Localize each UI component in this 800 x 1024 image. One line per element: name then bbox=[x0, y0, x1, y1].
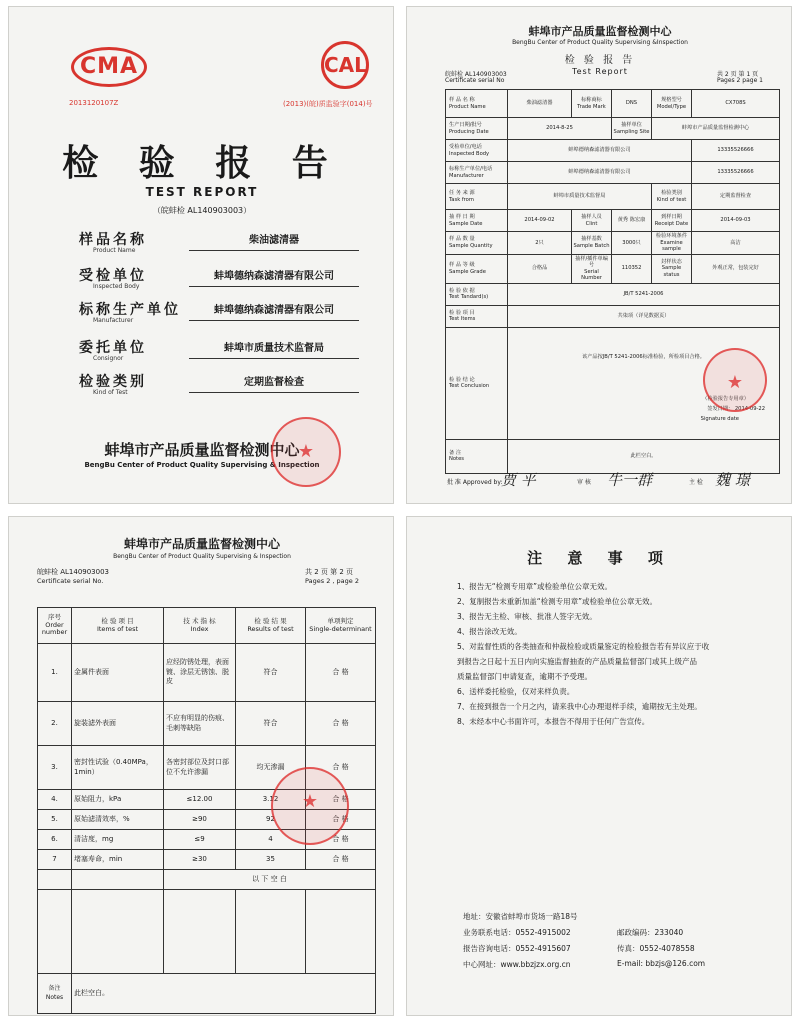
row-index: ≥90 bbox=[164, 810, 236, 830]
cell-value: 2014-09-02 bbox=[508, 210, 572, 232]
cell-label: 生产日期/批号 bbox=[449, 122, 482, 128]
row-item: 清洁度，mg bbox=[72, 830, 164, 850]
cell-label: 样 品 数 量 bbox=[449, 236, 475, 243]
cell-label: 检验类别 bbox=[661, 190, 682, 196]
business-phone: 业务联系电话：0552-4915002 bbox=[463, 928, 571, 937]
cell-label-en: Examine sample bbox=[660, 239, 683, 252]
field-label: 受检单位 bbox=[79, 268, 147, 284]
row-index: 应经防锈处理，表面镀、涂层无锈蚀、脱皮 bbox=[164, 644, 236, 702]
cell-label-en: Manufacturer bbox=[449, 172, 484, 179]
row-result: 4 bbox=[236, 830, 306, 850]
center-name-en: BengBu Center of Product Quality Supervising & Inspection bbox=[113, 553, 291, 560]
cell-label-en: Sample Date bbox=[449, 220, 483, 227]
row-item: 原始滤清效率，% bbox=[72, 810, 164, 830]
row-result: 3.12 bbox=[236, 790, 306, 810]
table-row bbox=[38, 702, 376, 746]
serial-no-label: Certificate serial No. bbox=[37, 577, 104, 585]
row-result: 符合 bbox=[236, 702, 306, 746]
list-item: 5、对监督性质的各类抽查和仲裁检验或质量鉴定的检验报告若有异议应于收 bbox=[457, 642, 710, 651]
page-count-en: Pages 2 page 1 bbox=[717, 77, 763, 84]
cell-value: 共柒项（详见数据页） bbox=[508, 305, 780, 327]
website: 中心网址：www.bbzjzx.org.cn bbox=[463, 960, 571, 969]
report-info-table bbox=[445, 89, 780, 474]
serial-no: 皖蚌检 AL140903003 bbox=[445, 71, 507, 78]
cell-value: 蚌埠德纳森滤清器有限公司 bbox=[508, 140, 692, 162]
cell-value: 黄秀 陈宏康 bbox=[612, 210, 652, 232]
header-determinant: 单项判定 bbox=[327, 616, 354, 625]
cell-label-en: Receipt Date bbox=[654, 220, 689, 227]
row-item: 密封性试验（0.40MPa，1min） bbox=[72, 746, 164, 790]
field-value: 定期监督检查 bbox=[189, 373, 359, 393]
cell-label-en: Clint bbox=[585, 220, 598, 227]
table-row-filler bbox=[38, 890, 376, 974]
center-name: 蚌埠市产品质量监督检测中心 bbox=[123, 537, 280, 551]
cell-value: 2只 bbox=[508, 232, 572, 255]
cell-label: 规格型号 bbox=[661, 97, 682, 103]
cell-label: 检验环境条件 bbox=[655, 233, 688, 239]
row-item: 旋装滤外表面 bbox=[72, 702, 164, 746]
sign-date-en: Signature date bbox=[700, 415, 739, 422]
approved-label bbox=[447, 477, 502, 486]
field-value: 柴油滤清器 bbox=[189, 231, 359, 251]
conclusion-text: 该产品按JB/T 5241-2006标准检验，所检项目合格。 bbox=[582, 353, 705, 360]
approved-label-en: Approved by: bbox=[462, 479, 503, 486]
official-seal bbox=[271, 417, 341, 487]
row-determinant: 合 格 bbox=[306, 644, 376, 702]
notes-label-en: Notes bbox=[45, 993, 64, 1001]
table-row bbox=[38, 644, 376, 702]
contact-info bbox=[463, 911, 763, 975]
header-no: 序号 bbox=[48, 612, 61, 621]
row-index: ≥30 bbox=[164, 850, 236, 870]
field-label: 样品名称 bbox=[79, 232, 147, 248]
row-determinant: 合 格 bbox=[306, 746, 376, 790]
list-item: 到报告之日起十五日内向实施监督抽查的产品质量监督部门或其上级产品 bbox=[457, 657, 697, 666]
cell-label-en: Trade Mark bbox=[577, 103, 606, 110]
center-name-en: BengBu Center of Product Quality Supervising &Inspection bbox=[512, 39, 688, 46]
report-title-en: Test Report bbox=[572, 67, 628, 76]
center-name: 蚌埠市产品质量监督检测中心 bbox=[528, 25, 672, 38]
serial-no: 皖蚌检 AL140903003 bbox=[37, 568, 109, 576]
row-no: 4. bbox=[38, 790, 72, 810]
row-determinant: 合 格 bbox=[306, 702, 376, 746]
header-result: 检 验 结 果 bbox=[254, 616, 287, 625]
cell-label: 任 务 来 源 bbox=[449, 190, 475, 196]
notes-row bbox=[38, 974, 376, 1014]
cell-label-en: Serial Number bbox=[581, 268, 602, 281]
cell-value: 3000只 bbox=[612, 232, 652, 255]
list-item: 质量监督部门申请复查，逾期不予受理。 bbox=[457, 672, 592, 681]
cell-label-en: Kind of test bbox=[656, 196, 687, 203]
cell-value: JB/T 5241-2006 bbox=[508, 283, 780, 305]
row-determinant: 合 格 bbox=[306, 850, 376, 870]
field-value: 蚌埠市质量技术监督局 bbox=[189, 339, 359, 359]
cell-label-en: Product Name bbox=[449, 103, 486, 110]
cell-label: 抽样/插件单编号 bbox=[575, 255, 608, 268]
header-index-en: Index bbox=[190, 624, 209, 633]
cell-label-en: Sample Grade bbox=[449, 268, 486, 275]
cell-label-en: Notes bbox=[449, 456, 464, 462]
cell-value: 外观正常，包装完好 bbox=[692, 254, 780, 283]
row-determinant: 合 格 bbox=[306, 810, 376, 830]
row-no: 3. bbox=[38, 746, 72, 790]
page-count: 共 2 页 第 2 页 bbox=[305, 568, 354, 576]
field-value: 蚌埠德纳森滤清器有限公司 bbox=[189, 267, 359, 287]
row-no: 2. bbox=[38, 702, 72, 746]
field-manufacturer bbox=[79, 299, 359, 331]
cell-value: 定期监督检查 bbox=[692, 184, 780, 210]
cell-value: 13335526666 bbox=[692, 140, 780, 162]
row-index: 不应有明显的伤痕、毛刺等缺陷 bbox=[164, 702, 236, 746]
row-item: 堵塞寿命，min bbox=[72, 850, 164, 870]
serial-no-label: Certificate serial No bbox=[445, 77, 505, 84]
main-inspector-label: 主 检 bbox=[689, 479, 703, 486]
row-result: 35 bbox=[236, 850, 306, 870]
field-label-en: Consignor bbox=[93, 355, 124, 362]
list-item: 2、复制报告未重新加盖“检测专用章”或检验单位公章无效。 bbox=[457, 597, 658, 606]
cell-label: 检 验 项 目 bbox=[449, 309, 475, 316]
stamp-label: （检验报告专用章） bbox=[702, 395, 749, 402]
cell-value: 此栏空白。 bbox=[508, 439, 780, 473]
postcode: 邮政编码：233040 bbox=[617, 928, 684, 937]
cell-value: CX708S bbox=[692, 90, 780, 118]
field-value: 蚌埠德纳森滤清器有限公司 bbox=[189, 301, 359, 321]
field-consignor bbox=[79, 337, 359, 369]
cell-label: 抽 样 日 期 bbox=[449, 214, 475, 220]
cover-footer: 蚌埠市产品质量监督检测中心 bbox=[104, 441, 300, 459]
row-result: 92 bbox=[236, 810, 306, 830]
cell-label-en: Test Tandard(s) bbox=[449, 294, 489, 300]
cma-code: 2013120107Z bbox=[69, 99, 119, 107]
notes-label: 备注 bbox=[48, 985, 61, 993]
list-item: 7、在接到报告一个月之内，请来我中心办理退样手续，逾期按无主处理。 bbox=[457, 702, 702, 711]
cover-footer-en: BengBu Center of Product Quality Supervising & Inspection bbox=[84, 461, 320, 469]
row-index: 各密封部位及封口部位不允许渗漏 bbox=[164, 746, 236, 790]
cal-code: (2013)(皖)质监验字(014)号 bbox=[283, 100, 373, 108]
report-title: 检 验 报 告 bbox=[564, 55, 636, 66]
field-label: 标称生产单位 bbox=[79, 302, 181, 318]
approved-signature: 贾 平 bbox=[501, 471, 536, 489]
cal-logo: CAL bbox=[321, 41, 369, 89]
blank-note: 以 下 空 白 bbox=[164, 870, 376, 890]
header-determinant-en: Single-determinant bbox=[309, 624, 372, 633]
cell-label: 标称生产单位/电话 bbox=[449, 166, 493, 172]
checked-signature: 牛一群 bbox=[607, 471, 653, 489]
cell-label: 受检单位/电话 bbox=[449, 144, 482, 150]
cell-value: 蚌埠市质量技术监督局 bbox=[508, 184, 652, 210]
report-phone: 报告咨询电话：0552-4915607 bbox=[463, 944, 571, 953]
cell-label-en: Sample Quantity bbox=[449, 242, 493, 249]
notice-title: 注 意 事 项 bbox=[527, 549, 673, 567]
field-label-en: Inspected Body bbox=[93, 283, 140, 290]
cover-subtitle: TEST REPORT bbox=[145, 185, 259, 199]
table-row-blank bbox=[38, 870, 376, 890]
notice-list bbox=[457, 579, 767, 729]
cell-value: 合格品 bbox=[508, 254, 572, 283]
list-item: 6、送样委托检验，仅对来样负责。 bbox=[457, 687, 575, 696]
cell-label: 样 品 等 级 bbox=[449, 262, 475, 268]
list-item: 1、报告无“检测专用章”或检验单位公章无效。 bbox=[457, 582, 613, 591]
header-index: 技 术 指 标 bbox=[183, 616, 216, 625]
header-item-en: Items of test bbox=[96, 624, 139, 633]
list-item: 3、报告无主检、审核、批准人签字无效。 bbox=[457, 612, 597, 621]
table-row bbox=[38, 850, 376, 870]
cell-value: 110352 bbox=[612, 254, 652, 283]
address: 地址：安徽省蚌埠市货场一路18号 bbox=[463, 912, 578, 921]
cell-label-en: Sample Batch bbox=[573, 242, 610, 249]
header-result-en: Results of test bbox=[247, 624, 294, 633]
report-page-1 bbox=[406, 6, 792, 504]
cell-label: 标称商标 bbox=[581, 97, 602, 103]
main-inspector-signature: 魏 璟 bbox=[715, 471, 750, 489]
field-label: 检验类别 bbox=[79, 374, 147, 390]
cell-label: 备 注 bbox=[449, 449, 462, 456]
field-label-en: Kind of Test bbox=[93, 389, 128, 396]
cell-label-en: Producing Date bbox=[449, 128, 489, 135]
field-kind-of-test bbox=[79, 371, 359, 403]
cell-label: 封样状态 bbox=[661, 258, 682, 265]
cover-title: 检 验 报 告 bbox=[62, 142, 342, 184]
cell-label-en: Test Items bbox=[449, 316, 476, 322]
cma-logo: CMA bbox=[71, 47, 147, 87]
fax: 传真：0552-4078558 bbox=[617, 944, 695, 953]
cell-value: 2014-8-25 bbox=[508, 118, 612, 140]
row-item: 金属件表面 bbox=[72, 644, 164, 702]
cell-value: 蚌埠德纳森滤清器有限公司 bbox=[508, 162, 692, 184]
row-item: 原始阻力，kPa bbox=[72, 790, 164, 810]
row-determinant: 合 格 bbox=[306, 830, 376, 850]
cell-label-en: Sampling Site bbox=[613, 128, 650, 135]
cell-label: 抽样单位 bbox=[621, 122, 642, 128]
cell-value: DNS bbox=[612, 90, 652, 118]
cover-report-number: （皖蚌检 AL140903003） bbox=[152, 206, 252, 215]
cell-label-en: Inspected Body bbox=[449, 150, 490, 157]
row-determinant: 合 格 bbox=[306, 790, 376, 810]
cell-label-en: Sample status bbox=[661, 265, 682, 278]
row-no: 1. bbox=[38, 644, 72, 702]
report-page-2 bbox=[8, 516, 394, 1016]
list-item: 4、报告涂改无效。 bbox=[457, 627, 522, 636]
cell-value: 柴油滤清器 bbox=[508, 90, 572, 118]
notice-page bbox=[406, 516, 792, 1016]
cover-page bbox=[8, 6, 394, 504]
field-label: 委托单位 bbox=[79, 340, 147, 356]
row-result: 符合 bbox=[236, 644, 306, 702]
header-item: 检 验 项 目 bbox=[101, 616, 134, 625]
approved-label-cn: 批 准 bbox=[447, 479, 461, 486]
cell-value: 2014-09-03 bbox=[692, 210, 780, 232]
row-index: ≤12.00 bbox=[164, 790, 236, 810]
cell-label: 抽样人员 bbox=[581, 214, 602, 220]
cell-value: 13335526666 bbox=[692, 162, 780, 184]
row-result: 均无渗漏 bbox=[236, 746, 306, 790]
header-no-en: Order number bbox=[41, 620, 68, 637]
sign-date: 签发日期： 2014-09-22 bbox=[707, 405, 765, 412]
cell-label-en: Model/Type bbox=[656, 103, 687, 110]
email: E-mail: bbzjs@126.com bbox=[617, 959, 706, 968]
field-inspected-body bbox=[79, 265, 359, 297]
row-no: 6. bbox=[38, 830, 72, 850]
report-seal bbox=[703, 348, 767, 412]
cell-label: 检 验 结 论 bbox=[449, 376, 475, 383]
notes-value: 此栏空白。 bbox=[72, 974, 376, 1014]
cell-label: 抽样基数 bbox=[581, 236, 602, 243]
field-label-en: Product Name bbox=[93, 247, 136, 254]
cell-label-en: Task from bbox=[449, 196, 474, 203]
cell-label-en: Test Conclusion bbox=[449, 383, 490, 389]
row-no: 7 bbox=[38, 850, 72, 870]
field-label-en: Manufacturer bbox=[93, 317, 134, 324]
cell-value: 高洁 bbox=[692, 232, 780, 255]
cell-value: 蚌埠市产品质量监督检测中心 bbox=[652, 118, 780, 140]
checked-label: 审 核 bbox=[577, 479, 591, 486]
data-page-seal bbox=[271, 767, 349, 845]
page-count: 共 2 页 第 1 页 bbox=[717, 71, 759, 78]
cell-label: 到样日期 bbox=[661, 214, 682, 220]
cell-label: 样 品 名 称 bbox=[449, 97, 475, 103]
conclusion-cell bbox=[508, 327, 780, 439]
row-no: 5. bbox=[38, 810, 72, 830]
list-item: 8、未经本中心书面许可，本报告不得用于任何广告宣传。 bbox=[457, 717, 650, 726]
row-index: ≤9 bbox=[164, 830, 236, 850]
cell-label: 检 验 依 据 bbox=[449, 287, 475, 294]
field-product-name bbox=[79, 229, 359, 261]
page-count-en: Pages 2 , page 2 bbox=[305, 577, 359, 585]
